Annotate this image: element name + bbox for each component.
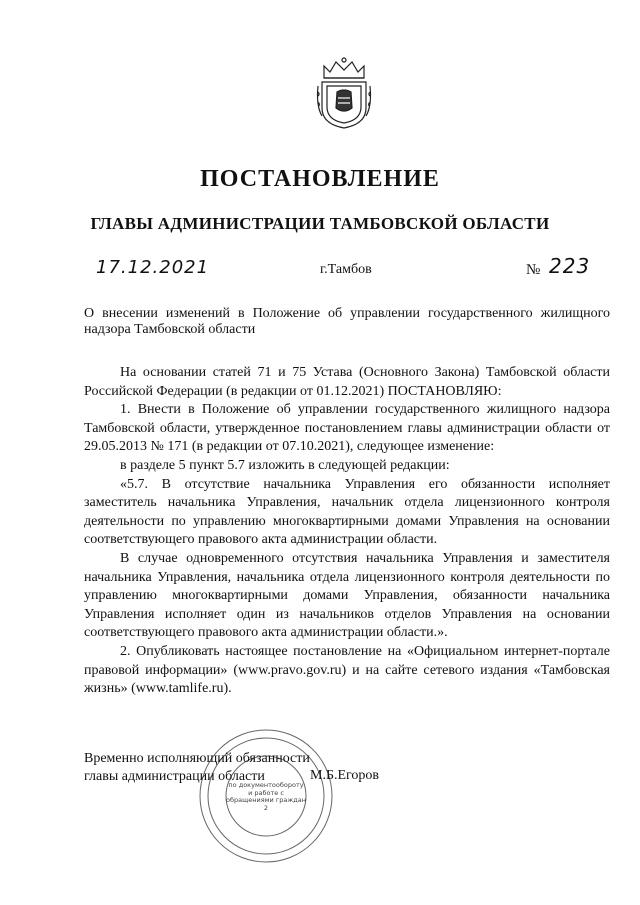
- document-date: 17.12.2021: [96, 257, 210, 278]
- stamp-inner-text: по документообороту и работе с обращениями граждан 2: [226, 781, 306, 812]
- document-subtitle: ГЛАВЫ АДМИНИСТРАЦИИ ТАМБОВСКОЙ ОБЛАСТИ: [90, 214, 550, 233]
- document-subject: О внесении изменений в Положение об управлении государственного жилищного надзора Тамбовской области: [84, 306, 610, 337]
- document-number: 223: [549, 254, 591, 278]
- coat-of-arms-icon: [314, 56, 374, 130]
- document-body: [84, 364, 610, 699]
- signature-line-2: главы администрации области: [84, 769, 265, 784]
- signature-block: [84, 750, 310, 786]
- document-title: ПОСТАНОВЛЕНИЕ: [200, 166, 440, 192]
- paragraph-section-5: в разделе 5 пункт 5.7 изложить в следующей редакции:: [120, 457, 450, 473]
- signature-line-1: Временно исполняющий обязанности: [84, 751, 310, 766]
- paragraph-item-1: 1. Внести в Положение об управлении государственного жилищного надзора Тамбовской области, утвержденное постановлением главы администрации области от 29.05.2013 № 171 (в редакции от 07.10.2021), следующее изменение:: [84, 402, 610, 455]
- paragraph-basis: На основании статей 71 и 75 Устава (Основного Закона) Тамбовской области Российской Федерации (в редакции от 01.12.2021) ПОСТАНОВЛЯЮ:: [84, 365, 610, 399]
- document-city: г.Тамбов: [320, 262, 372, 277]
- paragraph-clause-5-7: «5.7. В отсутствие начальника Управления его обязанности исполняет заместитель начальника Управления, начальник отдела лицензионного контроля деятельности по управлению многоквартирными домами Управления на основании соответствующего правового акта администрации области.: [84, 476, 610, 548]
- number-label: №: [526, 262, 541, 278]
- paragraph-clause-5-7-cont: В случае одновременного отсутствия начальника Управления и заместителя начальника Управления, начальника отдела лицензионного контроля деятельности по управлению многоквартирными домами Управления, обязанности начальника Управления исполняет один из начальников отделов Управления на основании соответствующего правового акта администрации области.».: [84, 550, 610, 641]
- paragraph-item-2: 2. Опубликовать настоящее постановление на «Официальном интернет-портале правовой информации» (www.pravo.gov.ru) и на сайте сетевого издания «Тамбовская жизнь» (www.tamlife.ru).: [84, 643, 610, 697]
- signatory-name: М.Б.Егоров: [310, 768, 380, 783]
